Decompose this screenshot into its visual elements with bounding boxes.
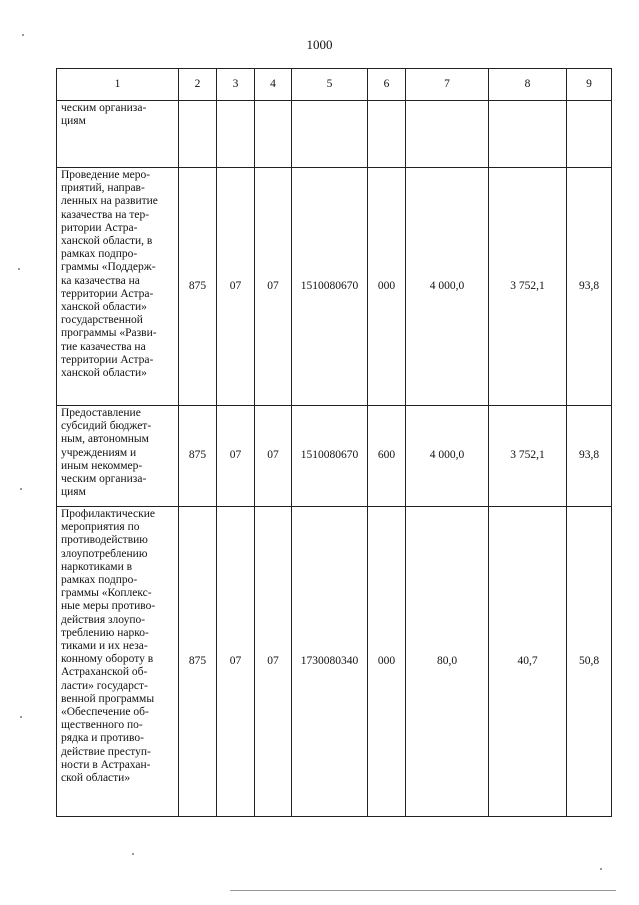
actual-amount-cell: 3 752,1 [489,406,567,507]
planned-amount-cell [406,101,489,168]
section-code-cell: 07 [217,406,255,507]
scan-speck [20,488,22,490]
execution-percent-cell: 50,8 [567,507,612,817]
header-cell-2: 2 [179,69,217,101]
subsection-code-cell [255,101,292,168]
execution-percent-cell: 93,8 [567,406,612,507]
header-cell-3: 3 [217,69,255,101]
expense-type-cell: 000 [368,168,406,406]
header-cell-7: 7 [406,69,489,101]
execution-percent-cell [567,101,612,168]
row-description: ческим организа- циям [61,102,147,128]
ministry-code-cell: 875 [179,507,217,817]
row-description: Предоставление субсидий бюджет- ным, автономным учреждениям и иным некоммер- ческим организа- циям [61,407,152,499]
table-row [57,101,612,168]
row-description-cell [57,168,179,406]
section-code-cell [217,101,255,168]
header-cell-6: 6 [368,69,406,101]
target-article-cell: 1510080670 [292,168,368,406]
page-number: 1000 [306,37,333,52]
ministry-code-cell [179,101,217,168]
subsection-code-cell: 07 [255,507,292,817]
section-code-cell: 07 [217,168,255,406]
row-description: Профилактические мероприятия по противодействию злоупотреблению наркотиками в рамках подпро- граммы «Коплекс- ные меры противо- действия злоупо- треблению нарко- тиками и их неза- конному обороту в Астраханской об- ласти» государст- венной программы «Обеспечение об- щественного по- рядка и противо- действие преступ- ности в Астрахан- ской области» [61,508,156,785]
header-cell-4: 4 [255,69,292,101]
table-row [57,406,612,507]
planned-amount-cell: 80,0 [406,507,489,817]
scan-speck [132,853,134,855]
scan-speck [18,268,20,270]
planned-amount-cell: 4 000,0 [406,406,489,507]
header-cell-8: 8 [489,69,567,101]
section-code-cell: 07 [217,507,255,817]
scan-speck [22,34,24,36]
table-row [57,168,612,406]
header-cell-5: 5 [292,69,368,101]
header-cell-1: 1 [57,69,179,101]
row-description-cell [57,406,179,507]
expense-type-cell: 600 [368,406,406,507]
scan-speck [600,868,602,870]
expense-type-cell [368,101,406,168]
header-row [57,69,612,101]
execution-percent-cell: 93,8 [567,168,612,406]
subsection-code-cell: 07 [255,406,292,507]
row-description-cell [57,101,179,168]
row-description: Проведение меро- приятий, направ- ленных на развитие казачества на тер- ритории Астра- ханской области, в рамках подпро- граммы «Поддерж- ка казачества на территории Астра- ханской области» государственной программы «Разви- тие казачества на территории Астра- ханской области» [61,169,158,380]
actual-amount-cell: 40,7 [489,507,567,817]
expense-type-cell: 000 [368,507,406,817]
actual-amount-cell [489,101,567,168]
subsection-code-cell: 07 [255,168,292,406]
ministry-code-cell: 875 [179,168,217,406]
row-description-cell [57,507,179,817]
planned-amount-cell: 4 000,0 [406,168,489,406]
table-row [57,507,612,817]
budget-table [56,68,612,817]
target-article-cell: 1730080340 [292,507,368,817]
actual-amount-cell: 3 752,1 [489,168,567,406]
target-article-cell: 1510080670 [292,406,368,507]
ministry-code-cell: 875 [179,406,217,507]
scan-speck [20,716,22,718]
scan-edge-line [230,890,616,891]
header-cell-9: 9 [567,69,612,101]
target-article-cell [292,101,368,168]
